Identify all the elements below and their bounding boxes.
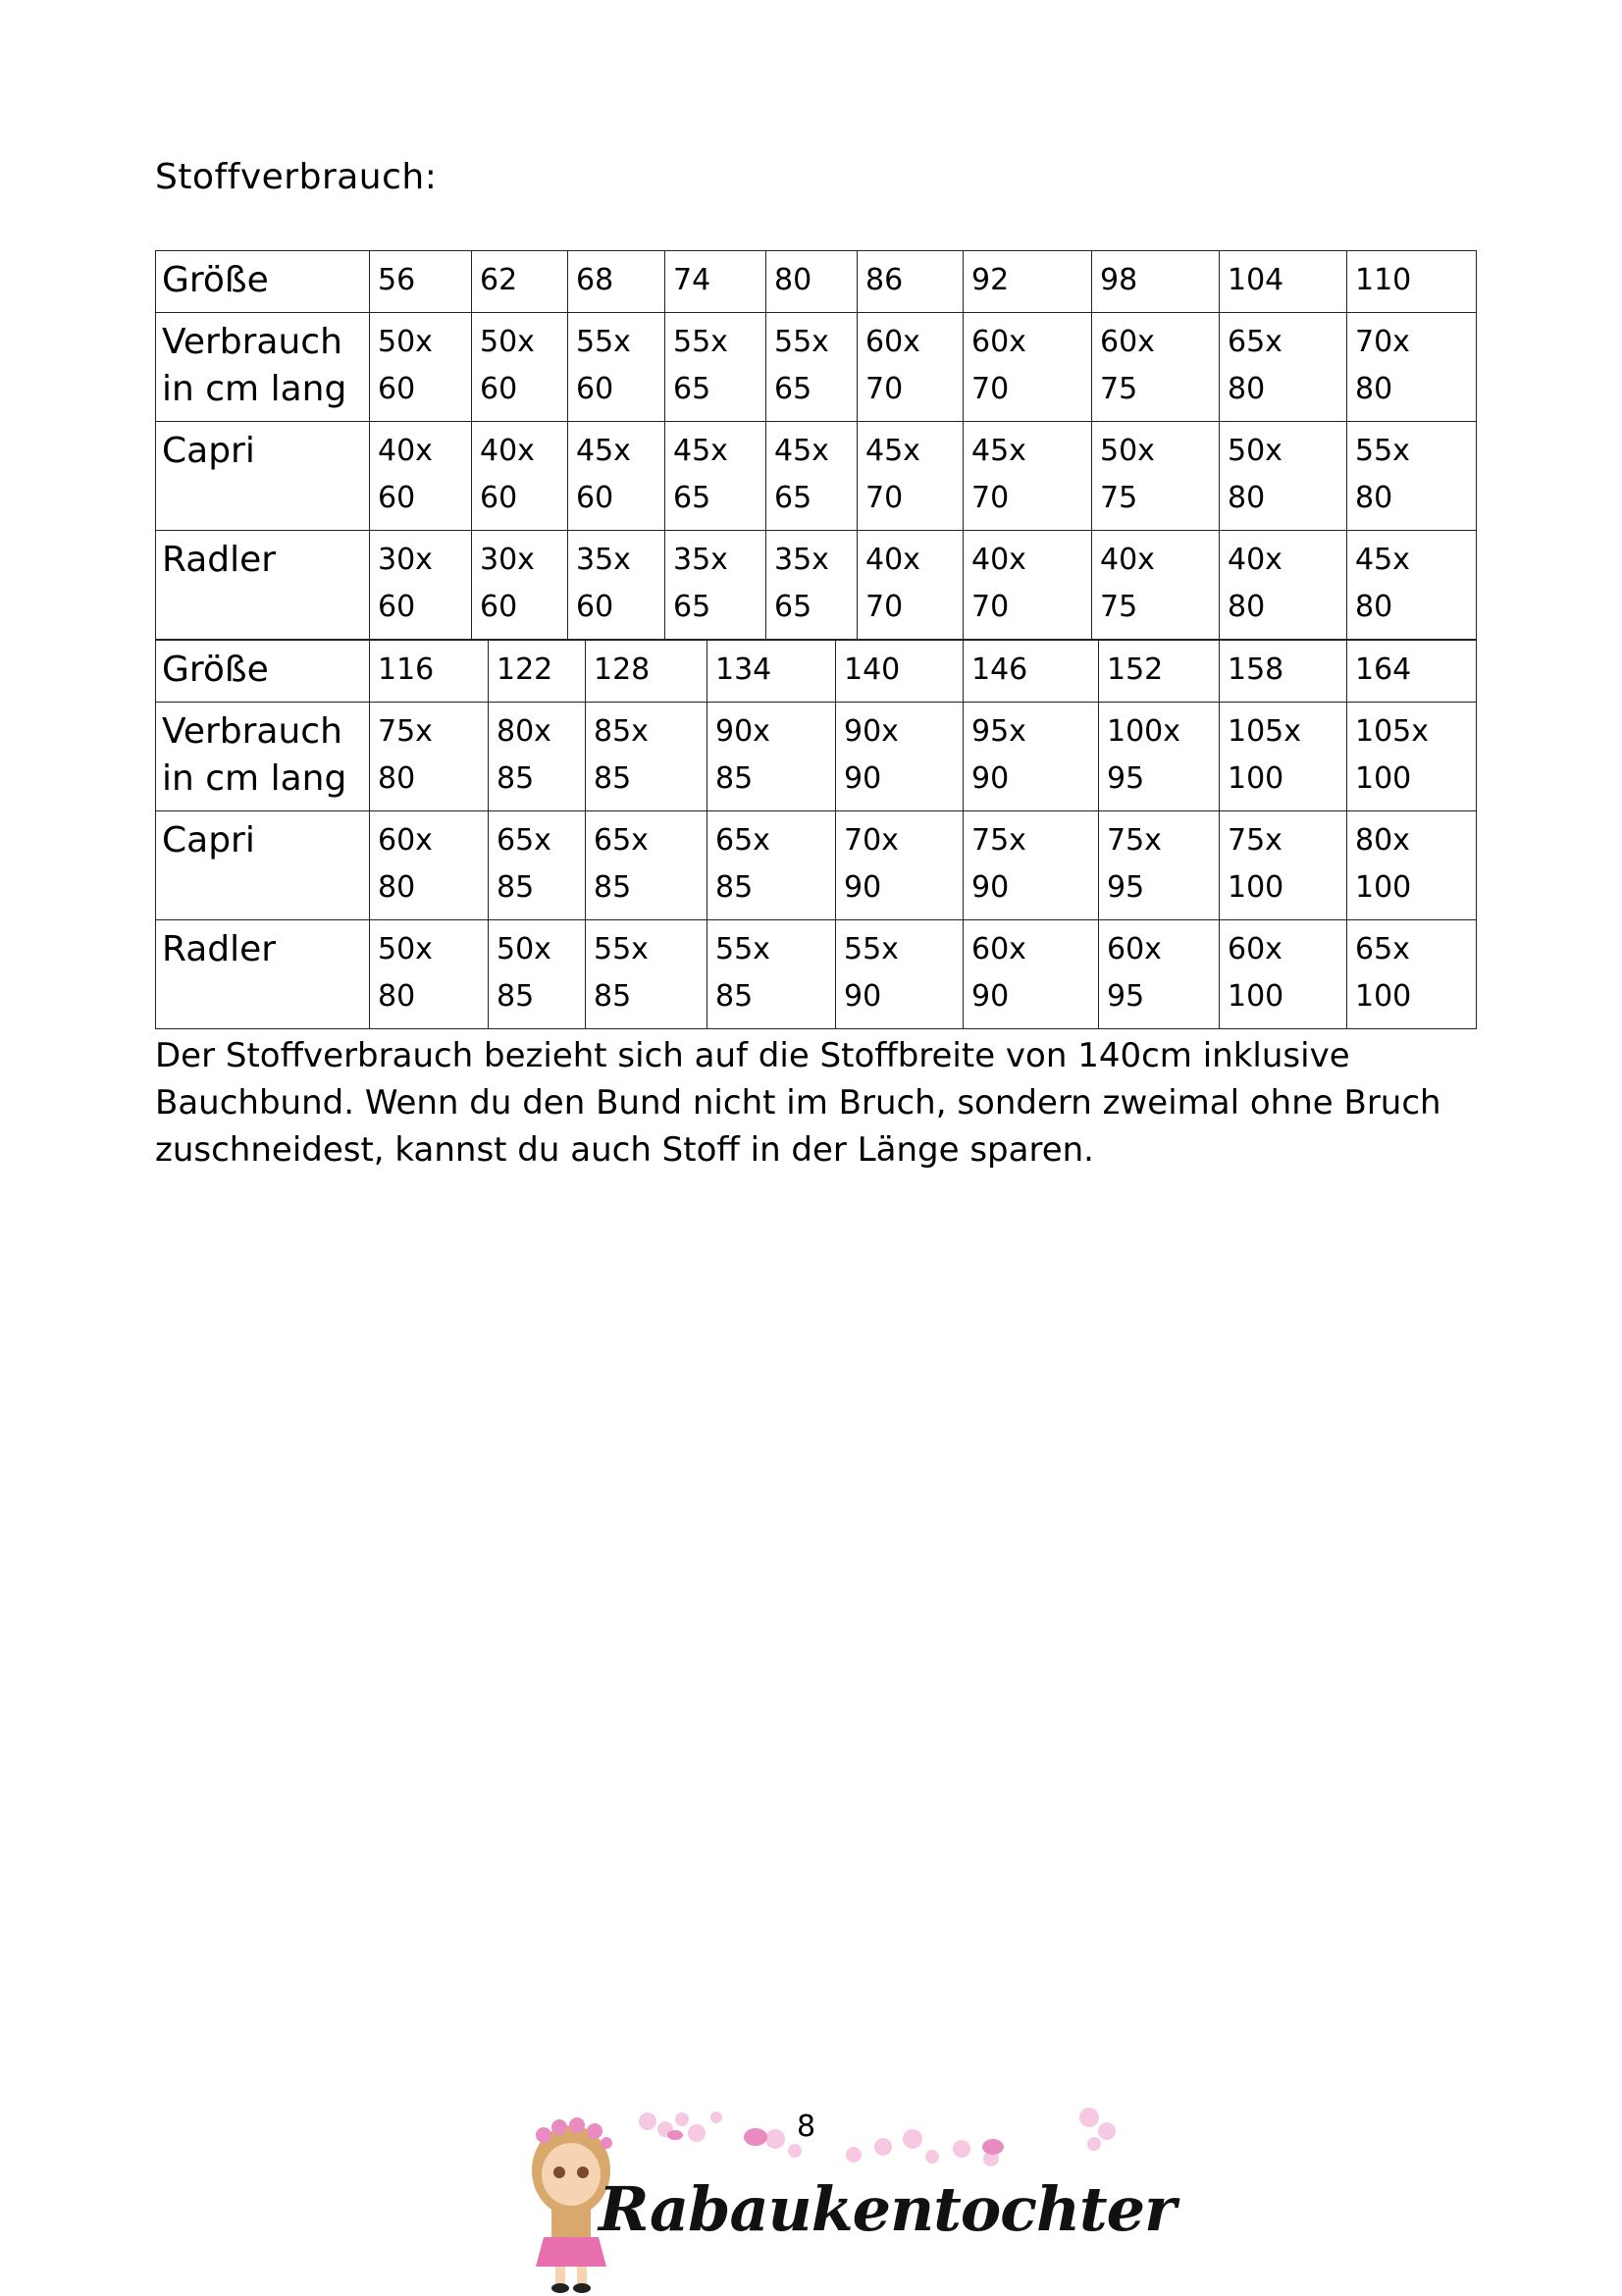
fabric-cell: 90x 90 xyxy=(836,703,964,811)
row-label: Größe xyxy=(156,641,370,703)
fabric-cell: 40x 60 xyxy=(472,422,568,531)
size-row xyxy=(156,641,1477,703)
note-line: zuschneidest, kannst du auch Stoff in der Länge sparen. xyxy=(155,1130,1094,1170)
row-label: Radler xyxy=(156,531,370,640)
capri-row xyxy=(156,422,1477,531)
size-cell: 128 xyxy=(586,641,707,703)
fabric-cell: 40x 70 xyxy=(964,531,1092,640)
row-label: Radler xyxy=(156,920,370,1029)
fabric-cell: 55x 65 xyxy=(665,313,766,422)
size-cell: 140 xyxy=(836,641,964,703)
fabric-cell: 50x 60 xyxy=(472,313,568,422)
fabric-cell: 45x 70 xyxy=(964,422,1092,531)
fabric-cell: 90x 85 xyxy=(707,703,836,811)
size-cell: 74 xyxy=(665,251,766,313)
fabric-cell: 65x 85 xyxy=(586,811,707,920)
fabric-cell: 35x 65 xyxy=(766,531,858,640)
fabric-cell: 75x 90 xyxy=(964,811,1099,920)
size-cell: 62 xyxy=(472,251,568,313)
fabric-cell: 95x 90 xyxy=(964,703,1099,811)
fabric-cell: 75x 100 xyxy=(1220,811,1347,920)
size-cell: 158 xyxy=(1220,641,1347,703)
fabric-cell: 70x 80 xyxy=(1347,313,1477,422)
brand-logo: Rabaukentochter xyxy=(599,2173,1176,2245)
fabric-cell: 35x 65 xyxy=(665,531,766,640)
size-cell: 68 xyxy=(568,251,665,313)
fabric-cell: 105x 100 xyxy=(1220,703,1347,811)
section-title: Stoffverbrauch: xyxy=(155,157,438,197)
row-label: Größe xyxy=(156,251,370,313)
fabric-cell: 40x 60 xyxy=(370,422,472,531)
fabric-cell: 45x 70 xyxy=(858,422,964,531)
fabric-cell: 60x 70 xyxy=(964,313,1092,422)
fabric-cell: 55x 90 xyxy=(836,920,964,1029)
fabric-cell: 65x 100 xyxy=(1347,920,1477,1029)
row-label: Capri xyxy=(156,422,370,531)
size-cell: 164 xyxy=(1347,641,1477,703)
size-cell: 104 xyxy=(1220,251,1347,313)
fabric-cell: 60x 70 xyxy=(858,313,964,422)
size-cell: 152 xyxy=(1099,641,1220,703)
fabric-cell: 70x 90 xyxy=(836,811,964,920)
capri-row xyxy=(156,811,1477,920)
page-number: 8 xyxy=(797,2110,816,2144)
size-cell: 98 xyxy=(1092,251,1220,313)
fabric-cell: 60x 100 xyxy=(1220,920,1347,1029)
fabric-cell: 85x 85 xyxy=(586,703,707,811)
fabric-cell: 45x 80 xyxy=(1347,531,1477,640)
size-cell: 122 xyxy=(489,641,586,703)
fabric-cell: 100x 95 xyxy=(1099,703,1220,811)
size-cell: 110 xyxy=(1347,251,1477,313)
fabric-cell: 55x 80 xyxy=(1347,422,1477,531)
fabric-cell: 80x 100 xyxy=(1347,811,1477,920)
fabric-cell: 40x 80 xyxy=(1220,531,1347,640)
fabric-cell: 80x 85 xyxy=(489,703,586,811)
fabric-cell: 50x 80 xyxy=(1220,422,1347,531)
verbrauch-row xyxy=(156,313,1477,422)
size-cell: 116 xyxy=(370,641,489,703)
fabric-cell: 60x 80 xyxy=(370,811,489,920)
fabric-cell: 60x 95 xyxy=(1099,920,1220,1029)
fabric-cell: 55x 85 xyxy=(586,920,707,1029)
fabric-cell: 65x 80 xyxy=(1220,313,1347,422)
fabric-cell: 40x 75 xyxy=(1092,531,1220,640)
fabric-cell: 50x 75 xyxy=(1092,422,1220,531)
size-cell: 86 xyxy=(858,251,964,313)
fabric-cell: 50x 85 xyxy=(489,920,586,1029)
fabric-cell: 45x 65 xyxy=(665,422,766,531)
fabric-cell: 75x 95 xyxy=(1099,811,1220,920)
fabric-table-large-sizes xyxy=(155,640,1477,1029)
size-cell: 134 xyxy=(707,641,836,703)
fabric-cell: 65x 85 xyxy=(489,811,586,920)
radler-row xyxy=(156,920,1477,1029)
fabric-cell: 30x 60 xyxy=(370,531,472,640)
fabric-cell: 60x 75 xyxy=(1092,313,1220,422)
fabric-cell: 40x 70 xyxy=(858,531,964,640)
fabric-cell: 55x 65 xyxy=(766,313,858,422)
radler-row xyxy=(156,531,1477,640)
fabric-cell: 65x 85 xyxy=(707,811,836,920)
row-label: Verbrauch in cm lang xyxy=(156,703,370,811)
size-cell: 56 xyxy=(370,251,472,313)
note-line: Der Stoffverbrauch bezieht sich auf die Stoffbreite von 140cm inklusive xyxy=(155,1036,1350,1075)
fabric-table-small-sizes xyxy=(155,250,1477,640)
fabric-cell: 45x 65 xyxy=(766,422,858,531)
fabric-cell: 55x 85 xyxy=(707,920,836,1029)
verbrauch-row xyxy=(156,703,1477,811)
row-label: Verbrauch in cm lang xyxy=(156,313,370,422)
fabric-cell: 45x 60 xyxy=(568,422,665,531)
fabric-cell: 35x 60 xyxy=(568,531,665,640)
fabric-cell: 105x 100 xyxy=(1347,703,1477,811)
size-row xyxy=(156,251,1477,313)
fabric-cell: 60x 90 xyxy=(964,920,1099,1029)
fabric-cell: 30x 60 xyxy=(472,531,568,640)
fabric-cell: 75x 80 xyxy=(370,703,489,811)
fabric-note xyxy=(155,1032,1509,1174)
size-cell: 92 xyxy=(964,251,1092,313)
size-cell: 80 xyxy=(766,251,858,313)
fabric-cell: 55x 60 xyxy=(568,313,665,422)
fabric-cell: 50x 60 xyxy=(370,313,472,422)
note-line: Bauchbund. Wenn du den Bund nicht im Bruch, sondern zweimal ohne Bruch xyxy=(155,1083,1441,1122)
fabric-cell: 50x 80 xyxy=(370,920,489,1029)
row-label: Capri xyxy=(156,811,370,920)
size-cell: 146 xyxy=(964,641,1099,703)
